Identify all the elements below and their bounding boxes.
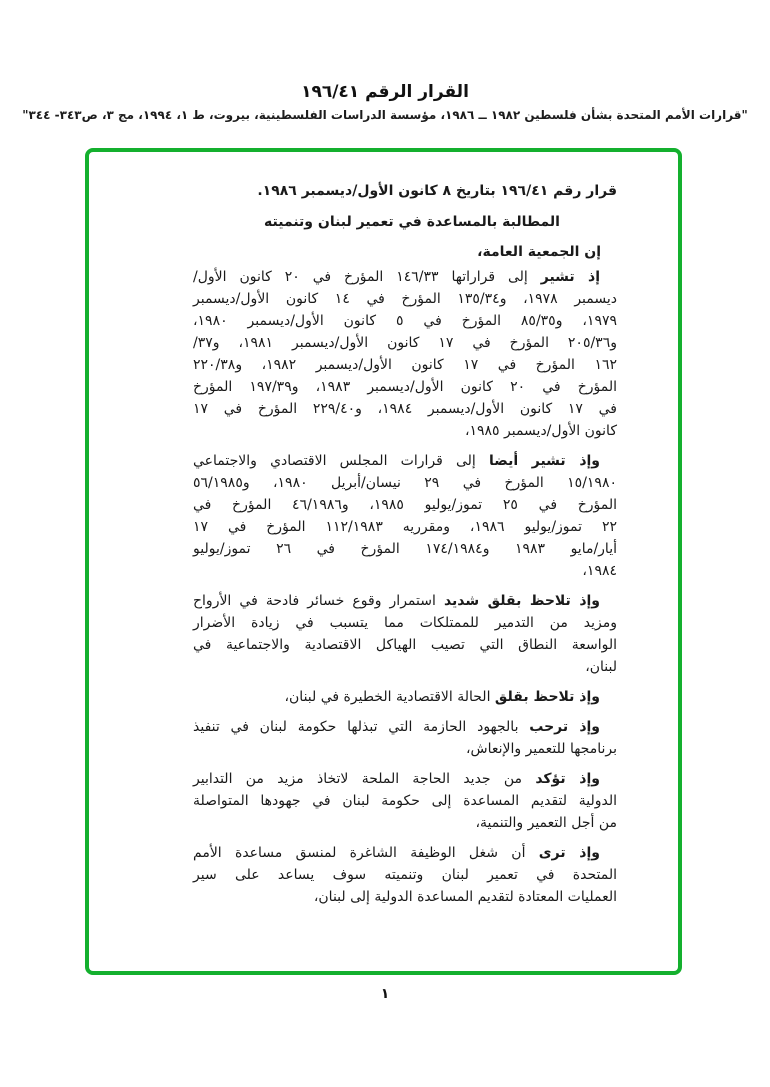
text-line: ٢٢ تموز/يوليو ١٩٨٦، ومقرريه ١١٢/١٩٨٣ المؤرخ في ١٧: [193, 519, 617, 535]
resolution-frame: [85, 148, 682, 975]
text-line: ١٩٧٩، و٨٥/٣٥ المؤرخ في ٥ كانون الأول/ديسمبر ١٩٨٠،: [193, 313, 617, 329]
preamble-paragraph: [193, 266, 617, 442]
preamble-paragraph: [193, 716, 617, 760]
text-line: في ١٧ كانون الأول/ديسمبر ١٩٨٤، و٢٢٩/٤٠ المؤرخ في ١٧: [193, 401, 617, 417]
preamble-paragraph: [193, 768, 617, 834]
text-line: وإذ ترحب بالجهود الحازمة التي تبذلها حكومة لبنان في تنفيذ: [193, 719, 600, 735]
text-line: ١٦٢ المؤرخ في ١٧ كانون الأول/ديسمبر ١٩٨٢، و٢٢٠/٣٨: [193, 357, 617, 373]
text-line: الواسعة النطاق التي تصيب الهياكل الاقتصادية والاجتماعية في: [193, 637, 617, 653]
text-line: ديسمبر ١٩٧٨، و١٣٥/٣٤ المؤرخ في ١٤ كانون الأول/ديسمبر: [193, 291, 617, 307]
text-line: المؤرخ في ٢٠ كانون الأول/ديسمبر ١٩٨٣، و١٩٧/٣٩ المؤرخ: [193, 379, 618, 395]
text-line: إذ تشير إلى قراراتها ١٤٦/٣٣ المؤرخ في ٢٠ كانون الأول/: [193, 269, 600, 285]
resolution-paragraphs: [193, 266, 617, 908]
assembly-opening: إن الجمعية العامة،: [477, 244, 601, 260]
resolution-subject: المطالبة بالمساعدة في تعمير لبنان وتنميته: [264, 214, 560, 230]
text-line: كانون الأول/ديسمبر ١٩٨٥،: [464, 423, 617, 439]
text-line: وإذ تلاحظ بقلق الحالة الاقتصادية الخطيرة في لبنان،: [284, 689, 600, 705]
text-line: و٢٠٥/٣٦ المؤرخ في ١٧ كانون الأول/ديسمبر ١٩٨١، و٣٧/: [193, 335, 617, 351]
resolution-heading: قرار رقم ١٩٦/٤١ بتاريخ ٨ كانون الأول/ديسمبر ١٩٨٦.: [257, 183, 617, 199]
preamble-paragraph: [193, 590, 617, 678]
text-line: وإذ تشير أيضا إلى قرارات المجلس الاقتصادي والاجتماعي: [193, 453, 600, 469]
text-line: المؤرخ في ٢٥ تموز/يوليو ١٩٨٥، و٤٦/١٩٨٦ المؤرخ في: [193, 497, 617, 513]
text-line: ومزيد من التدمير للممتلكات مما يتسبب في زيادة الأضرار: [193, 615, 617, 631]
text-line: العمليات المعتادة لتقديم المساعدة الدولية إلى لبنان،: [313, 889, 617, 905]
text-line: وإذ تؤكد من جديد الحاجة الملحة لاتخاذ مزيد من التدابير: [193, 771, 600, 787]
preamble-paragraph: [193, 450, 617, 582]
resolution-body: [193, 180, 617, 908]
text-line: المتحدة في تعمير لبنان وتنميته سوف يساعد على سير: [193, 867, 617, 883]
text-line: من أجل التعمير والتنمية،: [475, 815, 617, 831]
source-citation: "قرارات الأمم المتحدة بشأن فلسطين ١٩٨٢ ــ ١٩٨٦، مؤسسة الدراسات الفلسطينية، بيروت، ط ١، ١٩٩٤، مج ٣، ص٣٤٣- ٣٤٤": [22, 108, 748, 122]
text-line: ١٥/١٩٨٠ المؤرخ في ٢٩ نيسان/أبريل ١٩٨٠، و٥٦/١٩٨٥: [193, 475, 617, 491]
preamble-paragraph: [193, 842, 617, 908]
page-title: القرار الرقم ١٩٦/٤١: [301, 82, 469, 102]
text-line: أيار/مايو ١٩٨٣ و١٧٤/١٩٨٤ المؤرخ في ٢٦ تموز/يوليو: [193, 541, 617, 557]
preamble-paragraph: [193, 686, 617, 708]
text-line: وإذ تلاحظ بقلق شديد استمرار وقوع خسائر فادحة في الأرواح: [193, 593, 601, 609]
page-number: ١: [380, 986, 390, 1002]
text-line: برنامجها للتعمير والإنعاش،: [465, 741, 617, 757]
text-line: الدولية لتقديم المساعدة إلى حكومة لبنان في جهودها المتواصلة: [193, 793, 617, 809]
text-line: وإذ ترى أن شغل الوظيفة الشاغرة لمنسق مساعدة الأمم: [193, 845, 600, 861]
text-line: لبنان،: [585, 659, 617, 675]
text-line: ١٩٨٤،: [582, 563, 617, 579]
